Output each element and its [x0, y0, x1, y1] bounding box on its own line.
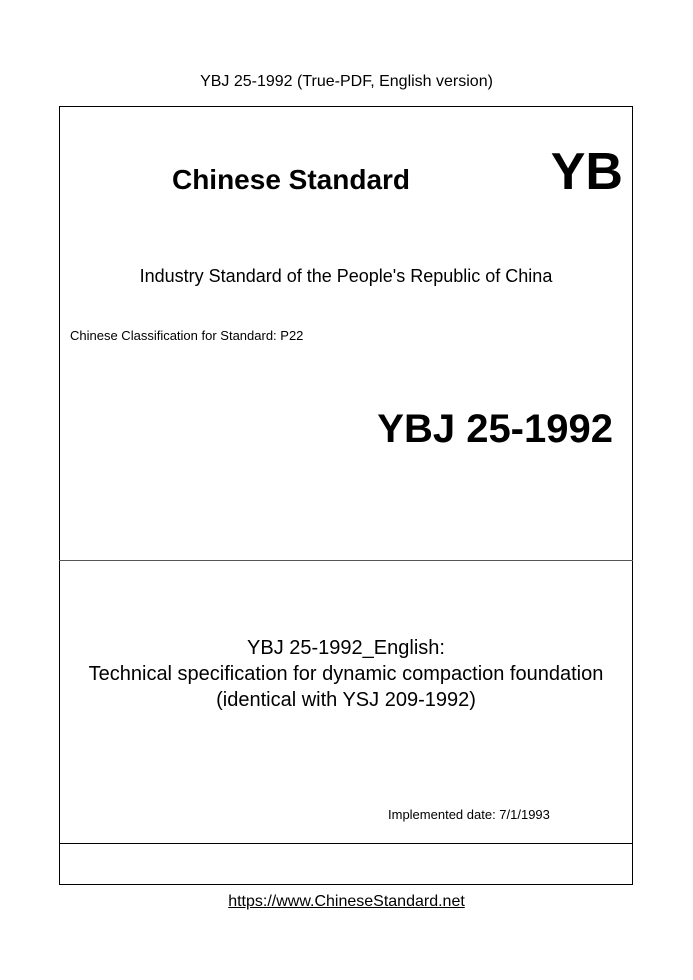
title-line-name: Technical specification for dynamic compaction foundation: [88, 663, 604, 685]
website-link[interactable]: https://www.ChineseStandard.net: [228, 893, 465, 910]
title-line-identical: (identical with YSJ 209-1992): [216, 689, 476, 711]
standard-label-text: Chinese Standard: [171, 164, 411, 195]
cover-divider-bottom: [59, 843, 633, 844]
implemented-date: Implemented date: 7/1/1993: [388, 807, 550, 822]
document-title: [59, 635, 633, 713]
document-header: YBJ 25-1992 (True-PDF, English version): [200, 73, 493, 90]
document-number: YBJ 25-1992: [377, 407, 613, 451]
title-line-code: YBJ 25-1992_English:: [247, 637, 445, 659]
cover-frame: [59, 106, 633, 885]
cover-divider-top: [59, 560, 633, 561]
classification-text: Chinese Classification for Standard: P22: [70, 328, 304, 343]
industry-line: Industry Standard of the People's Republic of China: [139, 266, 553, 286]
standard-code: YB: [550, 143, 623, 201]
standard-label: [59, 162, 633, 198]
